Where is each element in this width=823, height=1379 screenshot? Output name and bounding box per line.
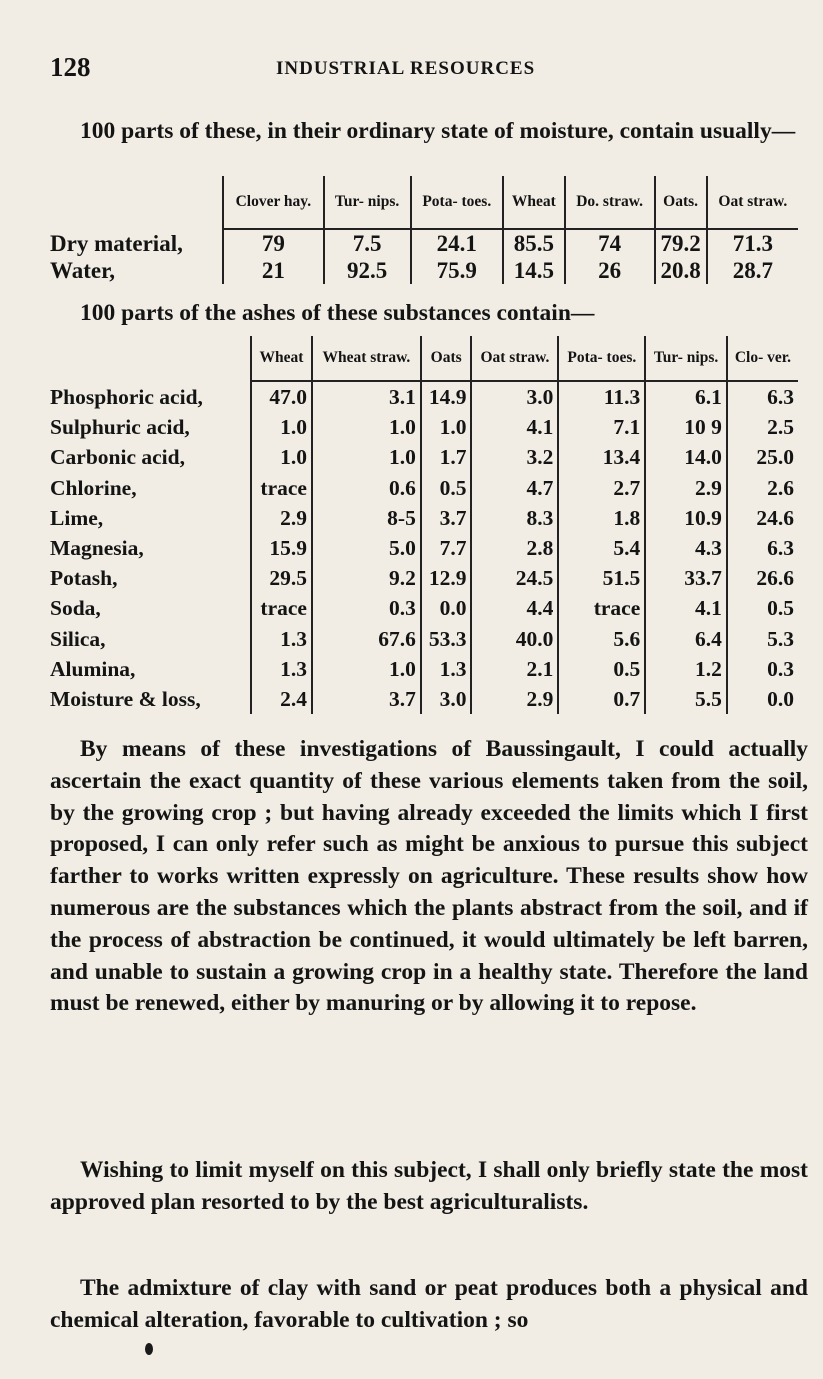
table-cell: 85.5 [503,229,565,257]
table-row [50,654,798,684]
ash-heading: 100 parts of the ashes of these substances contain— [80,300,595,326]
ink-blot [145,1343,153,1355]
row-label: Phosphoric acid, [50,384,203,409]
table-cell: 1.2 [645,654,727,684]
table-cell: 3.7 [421,503,472,533]
table-cell: 53.3 [421,624,472,654]
table-row [50,624,798,654]
row-label: Potash, [50,566,118,591]
row-label: Magnesia, [50,536,144,561]
row-label: Lime, [50,505,104,530]
table-cell: 0.5 [727,593,798,623]
table-cell: 2.6 [727,473,798,503]
table-cell: 0.5 [421,473,472,503]
table-cell: trace [558,593,645,623]
table-cell: 5.4 [558,533,645,563]
table-cell: 3.7 [312,684,421,714]
column-header: Tur- nips. [645,336,727,381]
table-cell: 7.5 [324,229,411,257]
row-label: Moisture & loss, [50,687,201,712]
table-cell: 0.5 [558,654,645,684]
table-cell: 3.1 [312,381,421,412]
table-cell: 24.1 [411,229,503,257]
column-header: Pota- toes. [411,176,503,229]
table-cell: 1.3 [251,654,312,684]
table-cell: 24.6 [727,503,798,533]
table-cell: 2.9 [645,473,727,503]
table-cell: 71.3 [707,229,798,257]
table-cell: 79.2 [655,229,707,257]
page-number: 128 [50,52,91,82]
table-cell: 14.9 [421,381,472,412]
table-cell: 21 [223,257,324,284]
table-cell: 7.7 [421,533,472,563]
table-cell: 10.9 [645,503,727,533]
table-cell: 29.5 [251,563,312,593]
column-header: Oat straw. [707,176,798,229]
table-cell: 8.3 [471,503,558,533]
table-cell: 75.9 [411,257,503,284]
table-cell: 0.6 [312,473,421,503]
table-cell: 40.0 [471,624,558,654]
table-cell: 1.0 [312,654,421,684]
ash-table-header [50,336,798,381]
table-cell: 0.3 [727,654,798,684]
table-cell: 33.7 [645,563,727,593]
column-header: Do. straw. [565,176,655,229]
table-cell: 51.5 [558,563,645,593]
table-cell: 79 [223,229,324,257]
table-cell: 2.9 [471,684,558,714]
table-row [50,593,798,623]
table-cell: 2.7 [558,473,645,503]
body-paragraph-3: The admixture of clay with sand or peat produces both a physical and chemical alteration, favorable to cultivation ; so [50,1275,808,1333]
table-cell: 6.3 [727,381,798,412]
ash-table [50,336,798,714]
row-label: Dry material, [50,230,183,256]
table-cell: 92.5 [324,257,411,284]
table-row [50,684,798,714]
column-header: Oats [421,336,472,381]
row-label: Water, [50,258,115,283]
column-header: Wheat [503,176,565,229]
table-cell: 5.6 [558,624,645,654]
table-cell: 5.3 [727,624,798,654]
table-cell: 1.0 [251,412,312,442]
row-label: Silica, [50,626,106,651]
table-cell: 47.0 [251,381,312,412]
table-cell: 0.0 [421,593,472,623]
table-cell: 2.8 [471,533,558,563]
column-header: Tur- nips. [324,176,411,229]
moisture-table-header [50,176,798,229]
table-cell: 1.7 [421,442,472,472]
table-row [50,257,798,284]
running-head: INDUSTRIAL RESOURCES [276,58,536,79]
table-cell: 4.7 [471,473,558,503]
table-cell: 24.5 [471,563,558,593]
table-cell: 15.9 [251,533,312,563]
table-row [50,563,798,593]
moisture-table [50,176,798,284]
row-label: Carbonic acid, [50,445,185,470]
table-cell: 1.3 [421,654,472,684]
table-cell: 11.3 [558,381,645,412]
intro-paragraph: 100 parts of these, in their ordinary state of moisture, contain usually— [80,118,796,144]
table-row [50,533,798,563]
corner-cell [50,176,223,229]
table-cell: 20.8 [655,257,707,284]
table-cell: 5.5 [645,684,727,714]
table-cell: 12.9 [421,563,472,593]
table-cell: 13.4 [558,442,645,472]
column-header: Wheat [251,336,312,381]
table-cell: 3.0 [421,684,472,714]
table-cell: 1.3 [251,624,312,654]
column-header: Pota- toes. [558,336,645,381]
table-cell: 7.1 [558,412,645,442]
row-label: Soda, [50,596,101,621]
row-label: Sulphuric acid, [50,415,190,440]
table-cell: 0.7 [558,684,645,714]
table-cell: 10 9 [645,412,727,442]
table-cell: 2.1 [471,654,558,684]
table-row [50,442,798,472]
table-cell: 0.3 [312,593,421,623]
table-cell: 26.6 [727,563,798,593]
table-cell: 1.8 [558,503,645,533]
table-cell: 1.0 [251,442,312,472]
table-cell: 4.1 [471,412,558,442]
table-cell: trace [251,593,312,623]
table-row [50,473,798,503]
column-header: Clover hay. [223,176,324,229]
table-cell: 0.0 [727,684,798,714]
table-cell: 2.5 [727,412,798,442]
page-header [50,52,770,88]
table-cell: 3.2 [471,442,558,472]
table-cell: 4.4 [471,593,558,623]
row-label: Chlorine, [50,475,137,500]
table-cell: 2.9 [251,503,312,533]
table-cell: 1.0 [421,412,472,442]
table-row [50,503,798,533]
table-cell: 74 [565,229,655,257]
table-cell: 3.0 [471,381,558,412]
table-cell: 67.6 [312,624,421,654]
table-cell: 4.3 [645,533,727,563]
table-cell: 8-5 [312,503,421,533]
table-cell: 6.1 [645,381,727,412]
body-paragraph-1: By means of these investigations of Baussingault, I could actually ascertain the exact quantity of these various elements taken from the soil, by the growing crop ; but having already exceeded the limits which I first proposed, I can only refer such as might be anxious to pursue this subject farther to works written expressly on agriculture. These results show how numerous are the substances which the plants abstract from the soil, and if the process of abstraction be continued, it would ultimately be left barren, and unable to sustain a growing crop in a healthy state. Therefore the land must be renewed, either by manuring or by allowing it to repose. [50,736,808,1017]
table-row [50,412,798,442]
table-cell: 5.0 [312,533,421,563]
table-cell: 14.5 [503,257,565,284]
row-label: Alumina, [50,656,136,681]
table-cell: 6.3 [727,533,798,563]
table-cell: 6.4 [645,624,727,654]
table-cell: 14.0 [645,442,727,472]
table-cell: 26 [565,257,655,284]
table-cell: trace [251,473,312,503]
table-cell: 28.7 [707,257,798,284]
table-cell: 25.0 [727,442,798,472]
table-cell: 2.4 [251,684,312,714]
table-cell: 4.1 [645,593,727,623]
table-cell: 1.0 [312,442,421,472]
column-header: Wheat straw. [312,336,421,381]
corner-cell [50,336,251,381]
body-paragraph-2: Wishing to limit myself on this subject, I shall only briefly state the most approved plan resorted to by the best agriculturalists. [50,1157,808,1215]
table-cell: 1.0 [312,412,421,442]
column-header: Oats. [655,176,707,229]
table-row [50,229,798,257]
table-row [50,381,798,412]
table-cell: 9.2 [312,563,421,593]
column-header: Oat straw. [471,336,558,381]
column-header: Clo- ver. [727,336,798,381]
